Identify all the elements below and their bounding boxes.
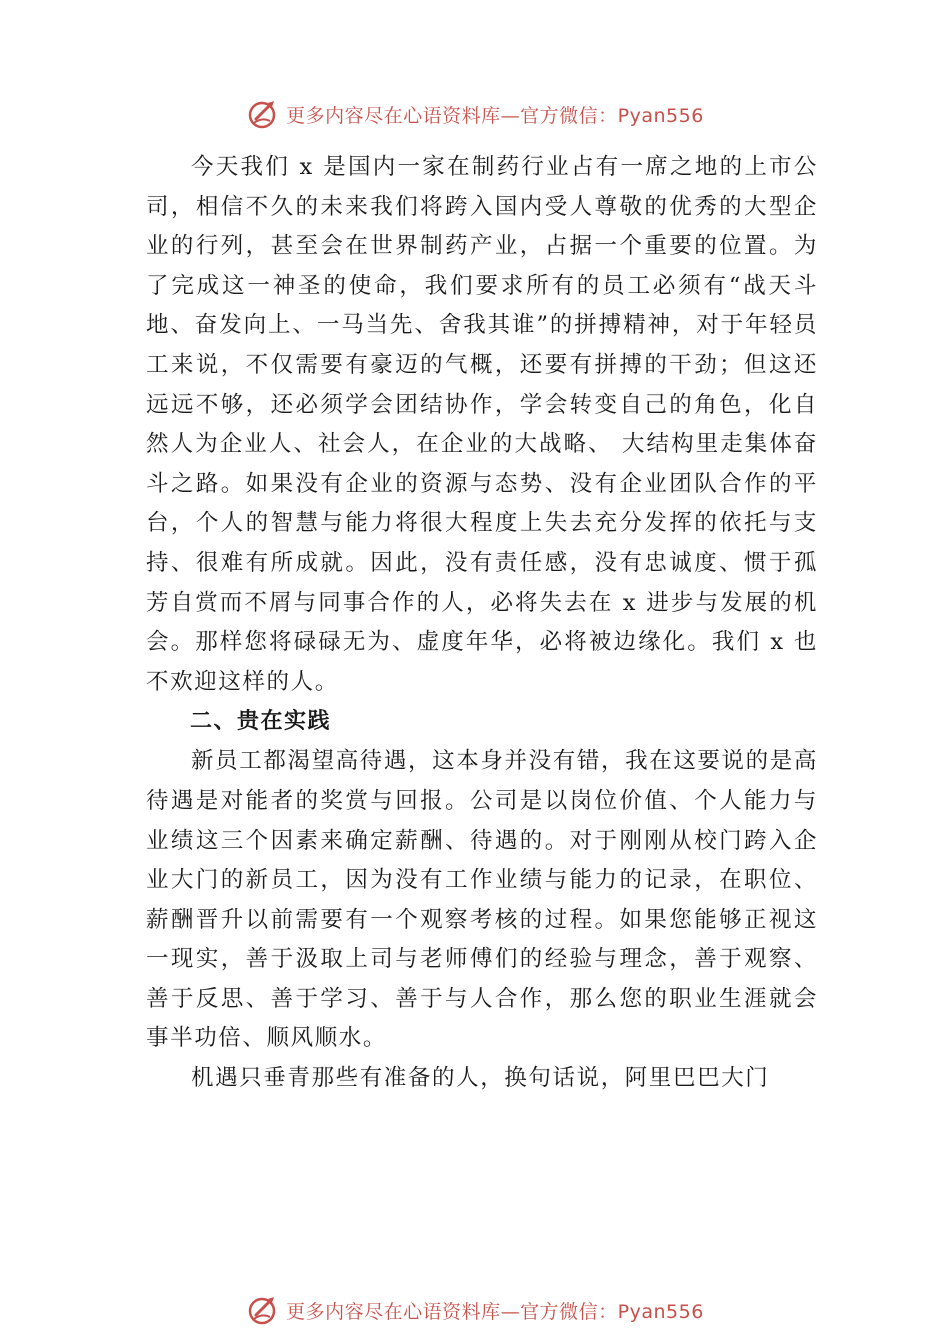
section-heading-2: 二、贵在实践 xyxy=(190,709,332,735)
paragraph-1: 今天我们 x 是国内一家在制药行业占有一席之地的上市公司，相信不久的未来我们将跨入国内受人尊敬的优秀的大型企业的行列，甚至会在世界制药产业，占据一个重要的位置。为了完成这一神圣的使命，我们要求所有的员工必须有“战天斗地、奋发向上、一马当先、舍我其谁”的拼搏精神，对于年轻员工来说，不仅需要有豪迈的气概，还要有拼搏的干劲；但这还远远不够，还必须学会团结协作，学会转变自己的角色，化自然人为企业人、社会人，在企业的大战略、 大结构里走集体奋斗之路。如果没有企业的资源与态势、没有企业团队合作的平台，个人的智慧与能力将很大程度上失去充分发挥的依托与支持、很难有所成就。因此，没有责任感，没有忠诚度、惯于孤芳自赏而不屑与同事合作的人，必将失去在 x 进步与发展的机会。那样您将碌碌无为、虚度年华，必将被边缘化。我们 x 也不欢迎这样的人。 xyxy=(146,154,818,695)
brand-logo-icon xyxy=(246,1293,280,1327)
watermark-wechat-id: Pyan556 xyxy=(617,1300,704,1323)
watermark-text: 更多内容尽在心语资料库—官方微信：Pyan556 xyxy=(286,1300,704,1323)
watermark-wechat-id: Pyan556 xyxy=(617,104,704,127)
watermark-text: 更多内容尽在心语资料库—官方微信：Pyan556 xyxy=(286,104,704,127)
paragraph-3: 机遇只垂青那些有准备的人，换句话说，阿里巴巴大门 xyxy=(191,1065,770,1092)
paragraph-2: 新员工都渴望高待遇，这本身并没有错，我在这要说的是高待遇是对能者的奖赏与回报。公司是以岗位价值、个人能力与业绩这三个因素来确定薪酬、待遇的。对于刚刚从校门跨入企业大门的新员工，因为没有工作业绩与能力的记录，在职位、薪酬晋升以前需要有一个观察考核的过程。如果您能够正视这一现实，善于汲取上司与老师傅们的经验与理念，善于观察、善于反思、善于学习、善于与人合作，那么您的职业生涯就会事半功倍、顺风顺水。 xyxy=(146,748,818,1052)
header-watermark xyxy=(0,94,950,134)
document-body xyxy=(146,148,818,1099)
brand-logo-icon xyxy=(246,97,280,131)
footer-watermark xyxy=(0,1290,950,1330)
